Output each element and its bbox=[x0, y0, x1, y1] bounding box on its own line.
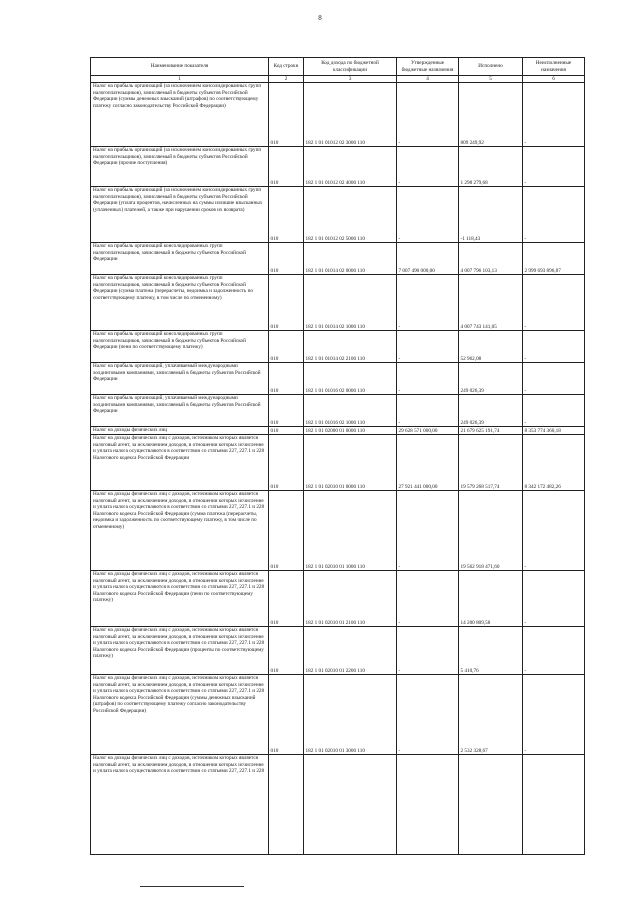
row-unexecuted-value: - bbox=[523, 275, 585, 331]
row-executed-value: 4 007 796 103,13 bbox=[459, 243, 523, 275]
row-unexecuted-value: 2 999 693 896,87 bbox=[523, 243, 585, 275]
row-indicator-name: Налог на прибыль организаций, уплачиваемый международными холдинговыми компаниями, зачисляемый в бюджеты субъектов Российской Федерации bbox=[91, 395, 269, 427]
table-row bbox=[91, 755, 585, 855]
table-row bbox=[91, 491, 585, 571]
table-row bbox=[91, 275, 585, 331]
row-executed-value: 21 679 625 191,74 bbox=[459, 427, 523, 435]
header-approved: Утвержденные бюджетные назначения bbox=[397, 58, 459, 76]
row-line-code: 010 bbox=[269, 83, 304, 147]
row-executed-value: -1 118,43 bbox=[459, 187, 523, 243]
column-number: 6 bbox=[523, 76, 585, 83]
row-approved-value: - bbox=[397, 571, 459, 627]
footer-separator-line bbox=[140, 886, 244, 887]
row-indicator-name: Налог на доходы физических лиц с доходов, источником которых является налоговый агент, за исключением доходов, в отношении которых исчисление и уплата налога осуществляются в соответствии со статьями 227, 227.1 и 228 Налогового кодекса Российской Федерации (проценты по соответствующему платежу) bbox=[91, 627, 269, 675]
row-line-code: 010 bbox=[269, 363, 304, 395]
row-income-code: 182 1 01 01012 02 3000 110 bbox=[304, 83, 397, 147]
row-approved-value: 29 628 571 000,00 bbox=[397, 427, 459, 435]
row-income-code: 182 1 01 02010 01 2200 110 bbox=[304, 627, 397, 675]
row-executed-value: 249 026,39 bbox=[459, 395, 523, 427]
row-approved-value: 27 921 441 000,00 bbox=[397, 435, 459, 491]
row-executed-value: 2 532 328,67 bbox=[459, 675, 523, 755]
table-body bbox=[91, 83, 585, 855]
table-row bbox=[91, 363, 585, 395]
row-approved-value: 7 007 490 000,00 bbox=[397, 243, 459, 275]
row-line-code: 010 bbox=[269, 187, 304, 243]
table-row bbox=[91, 147, 585, 187]
row-indicator-name: Налог на прибыль организаций консолидированных групп налогоплательщиков, зачисляемый в бюджеты субъектов Российской Федерации (пени по соответствующему платежу) bbox=[91, 331, 269, 363]
row-income-code: 182 1 01 02010 01 0000 110 bbox=[304, 435, 397, 491]
column-number: 5 bbox=[459, 76, 523, 83]
header-indicator-name: Наименование показателя bbox=[91, 58, 269, 76]
row-income-code: 182 1 01 01012 02 4000 110 bbox=[304, 147, 397, 187]
row-executed-value bbox=[459, 755, 523, 855]
column-number: 1 bbox=[91, 76, 269, 83]
row-income-code bbox=[304, 755, 397, 855]
row-line-code: 010 bbox=[269, 627, 304, 675]
income-report-table bbox=[90, 57, 585, 855]
row-approved-value: - bbox=[397, 187, 459, 243]
row-income-code: 182 1 01 01016 02 1000 110 bbox=[304, 395, 397, 427]
row-unexecuted-value: - bbox=[523, 331, 585, 363]
row-approved-value: - bbox=[397, 83, 459, 147]
row-executed-value: 249 026,39 bbox=[459, 363, 523, 395]
row-approved-value: - bbox=[397, 147, 459, 187]
row-income-code: 182 1 01 01016 02 0000 110 bbox=[304, 363, 397, 395]
row-approved-value bbox=[397, 755, 459, 855]
row-indicator-name: Налог на прибыль организаций консолидированных групп налогоплательщиков, зачисляемый в бюджеты субъектов Российской Федерации (сумма платежа (перерасчеты, недоимка и задолженность по соответствующему платежу, в том числе по отмененному) bbox=[91, 275, 269, 331]
table-header-row bbox=[91, 58, 585, 76]
table-row bbox=[91, 331, 585, 363]
row-unexecuted-value: - bbox=[523, 675, 585, 755]
row-line-code: 010 bbox=[269, 491, 304, 571]
row-approved-value: - bbox=[397, 675, 459, 755]
row-line-code: 010 bbox=[269, 275, 304, 331]
row-indicator-name: Налог на доходы физических лиц с доходов, источником которых является налоговый агент, за исключением доходов, в отношении которых исчисление и уплата налога осуществляются в соответствии со статьями 227, 227.1 и 228 Налогового кодекса Российской Федерации (сумма платежа (перерасчеты, недоимка и задолженность по соответствующему платежу, в том числе по отмененному) bbox=[91, 491, 269, 571]
row-line-code: 010 bbox=[269, 571, 304, 627]
row-executed-value: 19 579 268 517,74 bbox=[459, 435, 523, 491]
row-indicator-name: Налог на прибыль организаций (за исключением консолидированных групп налогоплательщиков), зачисляемый в бюджеты субъектов Российской Федерации (суммы денежных взысканий (штрафов) по соответствующему платежу согласно законодательству Российской Федерации) bbox=[91, 83, 269, 147]
header-unexecuted: Неисполненные назначения bbox=[523, 58, 585, 76]
row-indicator-name: Налог на прибыль организаций (за исключением консолидированных групп налогоплательщиков), зачисляемый в бюджеты субъектов Российской Федерации (прочие поступления) bbox=[91, 147, 269, 187]
row-unexecuted-value: - bbox=[523, 363, 585, 395]
row-approved-value: - bbox=[397, 395, 459, 427]
row-unexecuted-value: 8 342 172 482,26 bbox=[523, 435, 585, 491]
table-row bbox=[91, 243, 585, 275]
row-approved-value: - bbox=[397, 491, 459, 571]
column-number: 2 bbox=[269, 76, 304, 83]
row-unexecuted-value: - bbox=[523, 395, 585, 427]
row-income-code: 182 1 01 01014 02 2100 110 bbox=[304, 331, 397, 363]
row-indicator-name: Налог на доходы физических лиц с доходов, источником которых является налоговый агент, за исключением доходов, в отношении которых исчисление и уплата налога осуществляются в соответствии со статьями 227, 227.1 и 228 Налогового кодекса Российской Федерации (суммы денежных взысканий (штрафов) по соответствующему платежу согласно законодательству Российской Федерации) bbox=[91, 675, 269, 755]
row-income-code: 182 1 01 01012 02 5000 110 bbox=[304, 187, 397, 243]
row-unexecuted-value: - bbox=[523, 147, 585, 187]
header-line-code: Код строки bbox=[269, 58, 304, 76]
page-number: 8 bbox=[318, 14, 322, 22]
row-line-code: 010 bbox=[269, 147, 304, 187]
row-unexecuted-value: - bbox=[523, 571, 585, 627]
row-line-code: 010 bbox=[269, 435, 304, 491]
table-row bbox=[91, 571, 585, 627]
row-approved-value: - bbox=[397, 363, 459, 395]
row-income-code: 182 1 01 02000 01 0000 110 bbox=[304, 427, 397, 435]
row-executed-value: 4 007 743 141,05 bbox=[459, 275, 523, 331]
row-executed-value: 14 200 809,58 bbox=[459, 571, 523, 627]
row-unexecuted-value bbox=[523, 755, 585, 855]
row-income-code: 182 1 01 02010 01 2100 110 bbox=[304, 571, 397, 627]
row-income-code: 182 1 01 02010 01 1000 110 bbox=[304, 491, 397, 571]
row-executed-value: 52 962,08 bbox=[459, 331, 523, 363]
row-unexecuted-value: - bbox=[523, 491, 585, 571]
row-executed-value: 809 249,92 bbox=[459, 83, 523, 147]
row-indicator-name: Налог на прибыль организаций, уплачиваемый международными холдинговыми компаниями, зачисляемый в бюджеты субъектов Российской Федерации bbox=[91, 363, 269, 395]
table-row bbox=[91, 435, 585, 491]
row-approved-value: - bbox=[397, 275, 459, 331]
row-indicator-name: Налог на доходы физических лиц с доходов, источником которых является налоговый агент, за исключением доходов, в отношении которых исчисление и уплата налога осуществляются в соответствии со статьями 227, 227.1 и 228 Налогового кодекса Российской Федерации bbox=[91, 435, 269, 491]
row-executed-value: 19 562 918 471,60 bbox=[459, 491, 523, 571]
row-unexecuted-value: - bbox=[523, 627, 585, 675]
row-income-code: 182 1 01 02010 01 3000 110 bbox=[304, 675, 397, 755]
row-line-code: 010 bbox=[269, 427, 304, 435]
header-income-code: Код дохода по бюджетной классификации bbox=[304, 58, 397, 76]
row-indicator-name: Налог на прибыль организаций (за исключением консолидированных групп налогоплательщиков), зачисляемый в бюджеты субъектов Российской Федерации (уплата процентов, начисленных на суммы излишне взысканных (уплаченных) платежей, а также при нарушении сроков их возврата) bbox=[91, 187, 269, 243]
row-line-code: 010 bbox=[269, 675, 304, 755]
column-number-row bbox=[91, 76, 585, 83]
row-line-code: 010 bbox=[269, 243, 304, 275]
row-unexecuted-value: 8 353 774 360,18 bbox=[523, 427, 585, 435]
row-line-code: 010 bbox=[269, 331, 304, 363]
row-executed-value: 1 298 279,68 bbox=[459, 147, 523, 187]
row-approved-value: - bbox=[397, 627, 459, 675]
table-row bbox=[91, 627, 585, 675]
column-number: 4 bbox=[397, 76, 459, 83]
row-line-code bbox=[269, 755, 304, 855]
table-row bbox=[91, 427, 585, 435]
table-row bbox=[91, 395, 585, 427]
row-indicator-name: Налог на доходы физических лиц с доходов, источником которых является налоговый агент, за исключением доходов, в отношении которых исчисление и уплата налога осуществляются в соответствии со статьями 227, 227.1 и 228 bbox=[91, 755, 269, 855]
header-executed: Исполнено bbox=[459, 58, 523, 76]
row-indicator-name: Налог на доходы физических лиц bbox=[91, 427, 269, 435]
table-row bbox=[91, 83, 585, 147]
table-row bbox=[91, 187, 585, 243]
row-unexecuted-value: - bbox=[523, 187, 585, 243]
row-approved-value: - bbox=[397, 331, 459, 363]
row-indicator-name: Налог на доходы физических лиц с доходов, источником которых является налоговый агент, за исключением доходов, в отношении которых исчисление и уплата налога осуществляются в соответствии со статьями 227, 227.1 и 228 Налогового кодекса Российской Федерации (пени по соответствующему платежу) bbox=[91, 571, 269, 627]
row-line-code: 010 bbox=[269, 395, 304, 427]
row-income-code: 182 1 01 01014 02 1000 110 bbox=[304, 275, 397, 331]
row-unexecuted-value: - bbox=[523, 83, 585, 147]
table-row bbox=[91, 675, 585, 755]
column-number: 3 bbox=[304, 76, 397, 83]
row-executed-value: 5 410,76 bbox=[459, 627, 523, 675]
row-indicator-name: Налог на прибыль организаций консолидированных групп налогоплательщиков, зачисляемый в бюджеты субъектов Российской Федерации bbox=[91, 243, 269, 275]
row-income-code: 182 1 01 01014 02 0000 110 bbox=[304, 243, 397, 275]
